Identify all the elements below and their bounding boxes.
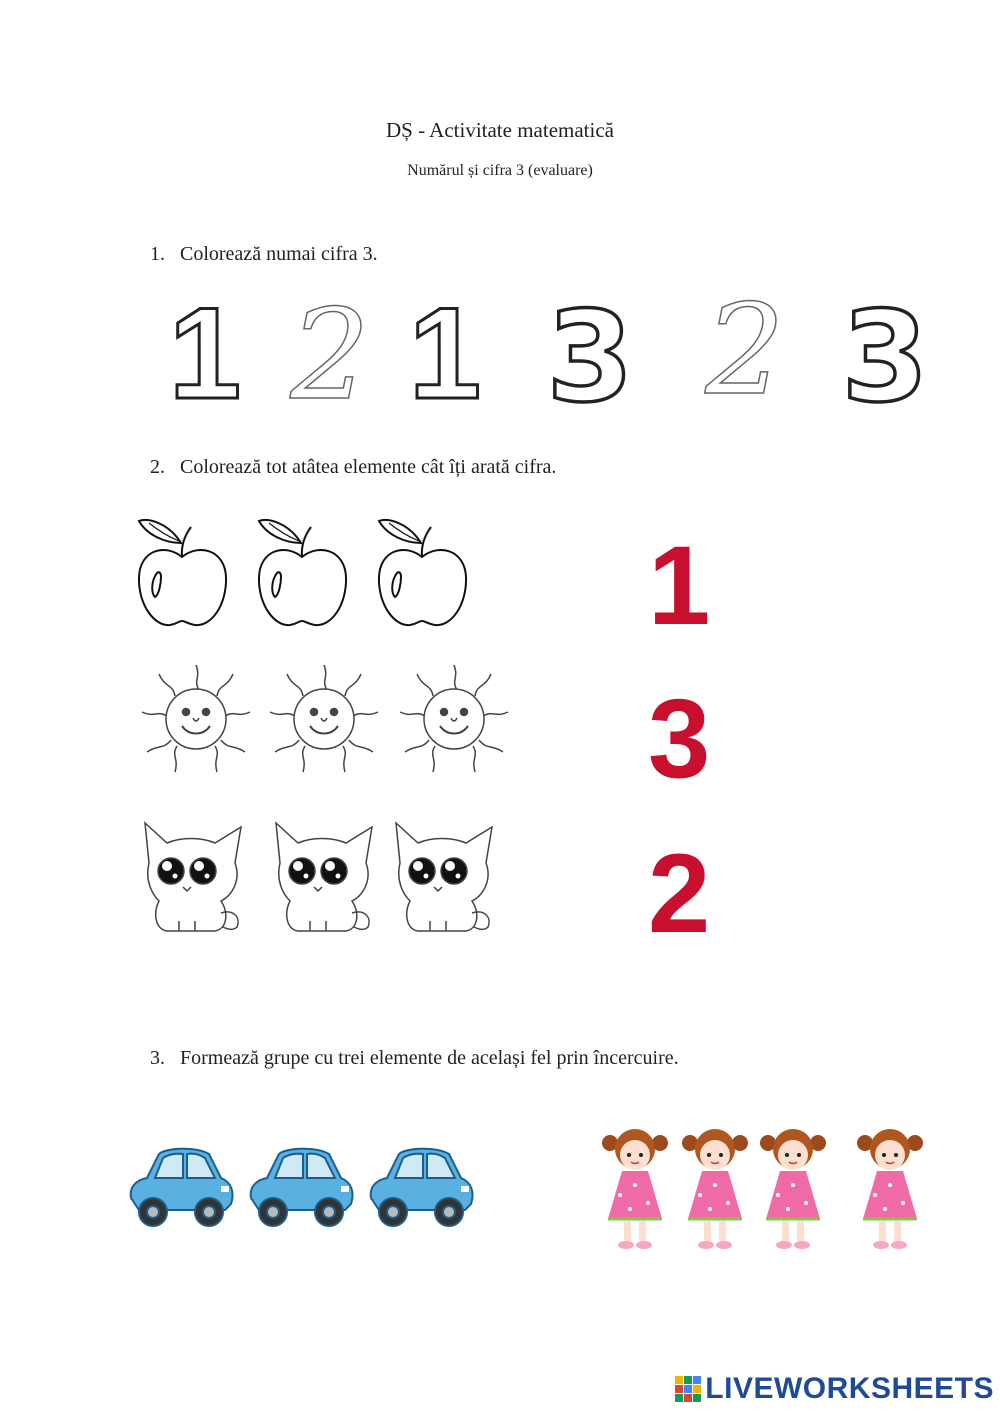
task-2-number: 2. [150, 456, 165, 478]
apple-icon[interactable] [255, 515, 350, 630]
task-1-text: Colorează numai cifra 3. [180, 243, 378, 265]
sun-icon[interactable] [137, 660, 255, 778]
apple-icon[interactable] [135, 515, 230, 630]
red-digit-2: 2 [648, 831, 711, 956]
doll-icon[interactable] [600, 1125, 670, 1253]
outline-digit-3[interactable] [535, 285, 645, 430]
kitten-icon[interactable] [137, 813, 249, 938]
doll-icon[interactable] [855, 1125, 925, 1253]
task-3-text: Formează grupe cu trei elemente de același fel prin încercuire. [180, 1047, 679, 1069]
red-digit-1: 1 [648, 523, 711, 648]
kitten-icon[interactable] [268, 813, 380, 938]
car-icon[interactable] [125, 1140, 237, 1232]
outline-digit-1[interactable] [150, 280, 260, 426]
brand-text: LIVEWORKSHEETS [705, 1372, 994, 1405]
svg-text:1: 1 [408, 280, 482, 426]
outline-digit-2b[interactable] [690, 278, 800, 423]
task-2-text: Colorează tot atâtea elemente cât îți arată cifra. [180, 456, 557, 478]
liveworksheets-brand[interactable] [675, 1371, 994, 1407]
apple-icon[interactable] [375, 515, 470, 630]
page-subtitle: Numărul și cifra 3 (evaluare) [407, 162, 593, 179]
task-1-number: 1. [150, 243, 165, 265]
svg-text:3: 3 [841, 285, 929, 430]
task-3-number: 3. [150, 1047, 165, 1069]
task-2-instruction [150, 456, 556, 479]
svg-text:2: 2 [705, 278, 785, 423]
doll-icon[interactable] [680, 1125, 750, 1253]
page-title: DȘ - Activitate matematică [385, 118, 614, 142]
svg-text:3: 3 [546, 285, 634, 430]
sun-icon[interactable] [265, 660, 383, 778]
svg-text:1: 1 [168, 280, 242, 426]
svg-text:2: 2 [290, 283, 370, 428]
kitten-icon[interactable] [388, 813, 500, 938]
doll-icon[interactable] [758, 1125, 828, 1253]
outline-digits-row [150, 278, 930, 430]
outline-digit-2[interactable] [275, 283, 385, 428]
liveworksheets-logo-icon [675, 1376, 701, 1402]
task-3-instruction [150, 1047, 679, 1070]
red-digit-3: 3 [648, 676, 711, 801]
outline-digit-1b[interactable] [390, 280, 500, 426]
task-1-instruction [150, 243, 378, 266]
car-icon[interactable] [365, 1140, 477, 1232]
sun-icon[interactable] [395, 660, 513, 778]
outline-digit-3b[interactable] [830, 285, 940, 430]
car-icon[interactable] [245, 1140, 357, 1232]
